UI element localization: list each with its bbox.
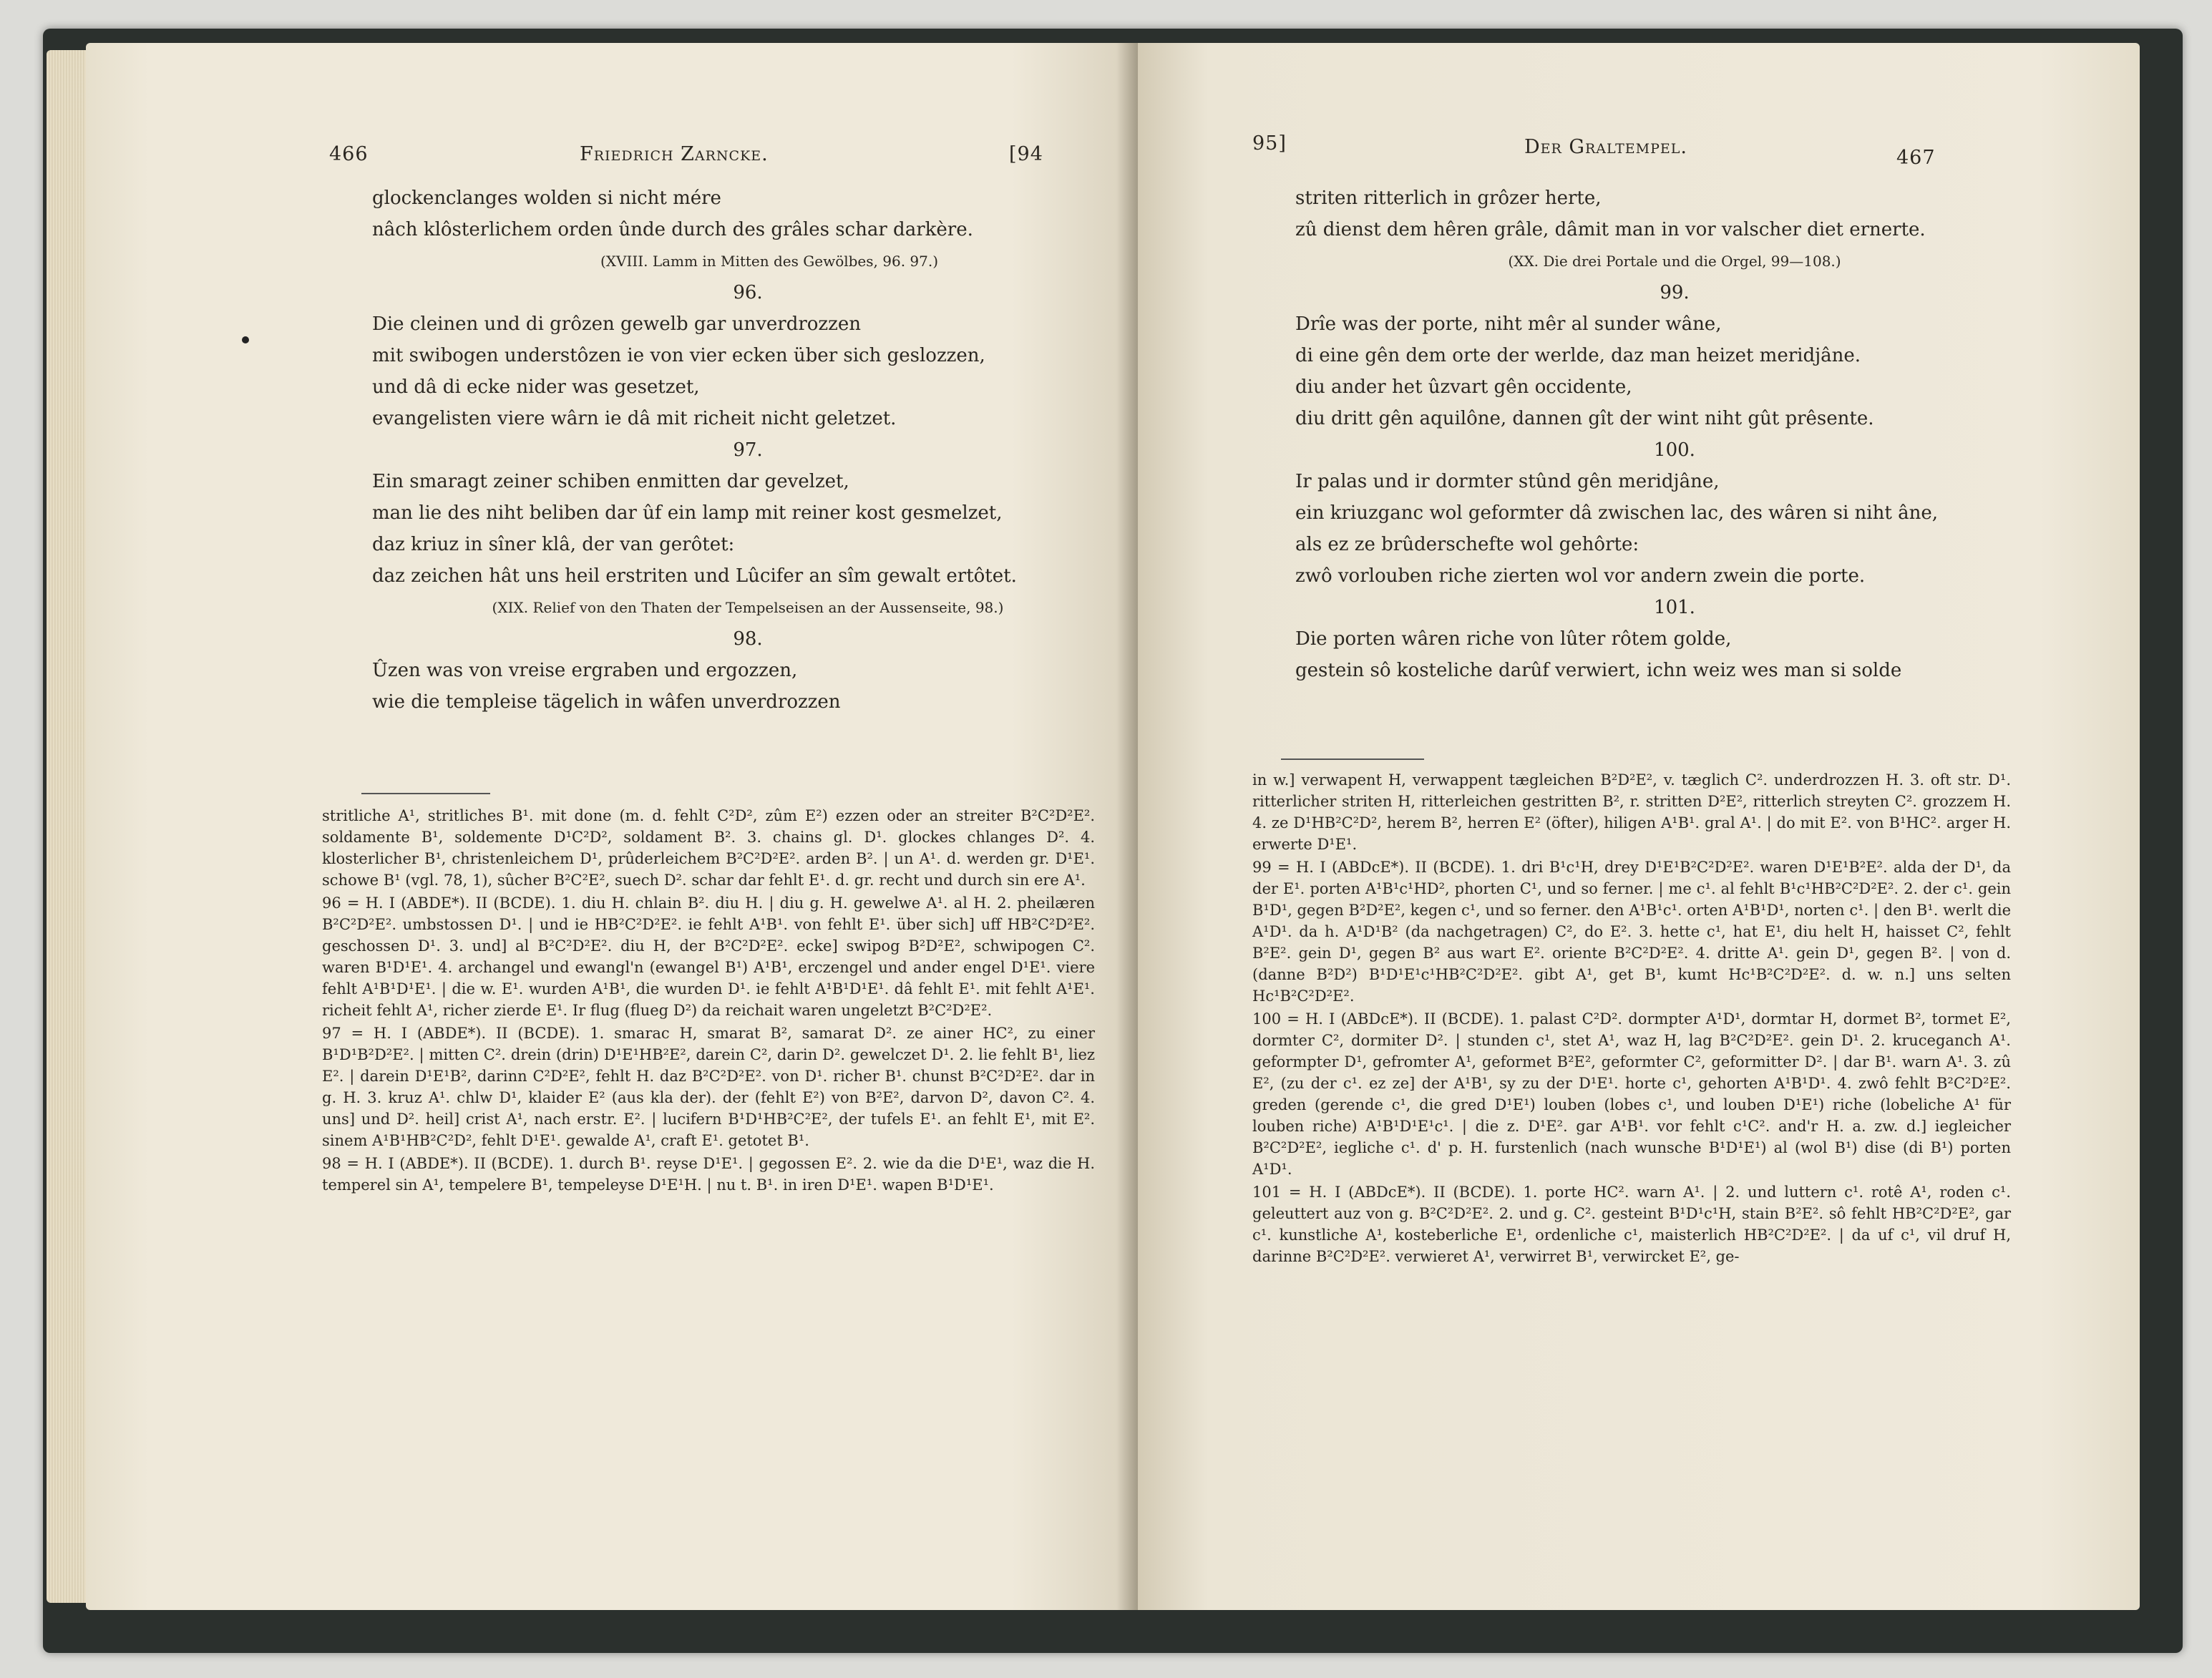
right-apparatus-notes [1252, 769, 2011, 1269]
section-caption: (XX. Die drei Portale und die Orgel, 99—108.) [1508, 253, 1841, 270]
left-apparatus-notes [322, 805, 1095, 1197]
apparatus-note: 99 = H. I (ABDcE*). II (BCDE). 1. dri B¹c¹H, drey D¹E¹B²C²D²E². waren D¹E¹B²E². alda der D¹, da der E¹. porten A¹B¹c¹HD², phorten C¹, und so ferner. | me c¹. al fehlt B¹c¹HB²C²D²E². 2. der c¹. gein B¹D¹, gegen B²D²E², kegen c¹, und so ferner. den A¹B¹c¹. orten A¹B¹D¹, norten c¹. | den B¹. werlt die A¹D¹. da h. A¹D¹B² (da nachgetragen) C², do E². 3. hette c¹, hat E¹, diu helt H, haisset C², fehlt B²E². gein D¹, gegen B² aus wart E². oriente B²C²D²E². 4. dritte A¹. gein D¹, gegen B². | von d. (danne B²D²) B¹D¹E¹c¹HB²C²D²E². gibt A¹, get B¹, kumt Hc¹B²C²D²E². d. w. n.] uns selten Hc¹B²C²D²E². [1252, 859, 2011, 1005]
right-page [1138, 43, 2140, 1610]
verse-line: nâch klôsterlichem orden ûnde durch des grâles schar darkère. [372, 219, 973, 240]
stanza-number: 98. [733, 628, 763, 650]
ink-spot [242, 336, 249, 343]
page-edges [47, 50, 89, 1603]
apparatus-note: 97 = H. I (ABDE*). II (BCDE). 1. smarac H, smarat B², samarat D². ze ainer HC², zu einer B¹D¹B²D²E². | mitten C². drein (drin) D¹E¹HB²E², darein C², darin D². gewelczet D¹. 2. lie fehlt B¹, liez E². | darein D¹E¹B², darinn C²D²E², fehlt H. daz B²C²D²E². von D¹. richer B¹. chunst B²C²D²E². dar in g. H. 3. kruz A¹. chlw D¹, klaider E² (aus kla der). der (fehlt E²) von B²E², darvon D², davon C². 4. uns] und D². heil] crist A¹, nach erstr. E². | lucifern B¹D¹HB²C²E², der tufels E¹. an fehlt E¹, mit E². sinem A¹B¹HB²C²D², fehlt D¹E¹. gewalde A¹, craft E¹. getotet B¹. [322, 1025, 1095, 1149]
verse-line: man lie des niht beliben dar ûf ein lamp mit reiner kost gesmelzet, [372, 502, 1003, 524]
verse-line: glockenclanges wolden si nicht mére [372, 187, 721, 209]
verse-line: Ein smaragt zeiner schiben enmitten dar gevelzet, [372, 471, 849, 492]
verse-line: striten ritterlich in grôzer herte, [1295, 187, 1602, 209]
verse-line: diu ander het ûzvart gên occidente, [1295, 376, 1632, 398]
apparatus-note: stritliche A¹, stritliches B¹. mit done (m. d. fehlt C²D², zûm E²) ezzen oder an streiter B²C²D²E². soldamente B¹, soldemente D¹C²D², soldament B². 3. chains gl. D¹. glockes chlanges D². 4. klosterlicher B¹, christenleichem D¹, prûderleichem B²C²D²E². arden B². | un A¹. d. werden gr. D¹E¹. schowe B¹ (vgl. 78, 1), sûcher B²C²E², suech D². schar dar fehlt E¹. d. gr. recht und durch sin ere A¹. [322, 807, 1095, 889]
verse-line: gestein sô kosteliche darûf verwiert, ichn weiz wes man si solde [1295, 660, 1902, 681]
stanza-number: 99. [1660, 282, 1690, 303]
verse-line: zû dienst dem hêren grâle, dâmit man in vor valscher diet ernerte. [1295, 219, 1926, 240]
left-page-number: 466 [329, 143, 369, 165]
stanza-number: 100. [1654, 439, 1695, 461]
apparatus-note: in w.] verwapent H, verwappent tægleichen B²D²E², v. tæglich C². underdrozzen H. 3. oft str. D¹. ritterlicher striten H, ritterleichen gestritten B², r. stritten D²E², ritterlich streyten C². grozzem H. 4. ze D¹HB²C²D², herem B², herren E² (öfter), hiligen A¹B¹. gral A¹. | do mit E². von B¹HC². arger H. erwerte D¹E¹. [1252, 771, 2011, 853]
section-caption: (XIX. Relief von den Thaten der Tempelseisen an der Aussenseite, 98.) [492, 599, 1004, 616]
apparatus-note: 101 = H. I (ABDcE*). II (BCDE). 1. porte HC². warn A¹. | 2. und luttern c¹. rotê A¹, roden c¹. geleuttert auz von g. B²C²D²E². 2. und g. C². gesteint B¹D¹c¹H, stain B²E². sô fehlt HB²C²D²E², gar c¹. kunstliche A¹, kosteberliche E¹, ordenliche c¹, maisterlich HB²C²D²E². | da uf c¹, vil druf H, darinne B²C²D²E². verwieret A¹, verwirret B¹, verwircket E², ge- [1252, 1184, 2011, 1265]
apparatus-note: 98 = H. I (ABDE*). II (BCDE). 1. durch B¹. reyse D¹E¹. | gegossen E². 2. wie da die D¹E¹, waz die H. temperel sin A¹, tempelere B¹, tempeleyse D¹E¹H. | nu t. B¹. in iren D¹E¹. wapen B¹D¹E¹. [322, 1155, 1095, 1194]
left-verse-block [372, 182, 1124, 718]
verse-line: zwô vorlouben riche zierten wol vor andern zwein die porte. [1295, 565, 1866, 587]
verse-line: evangelisten viere wârn ie dâ mit richeit nicht geletzet. [372, 408, 897, 429]
verse-line: daz kriuz in sîner klâ, der van gerôtet: [372, 534, 735, 555]
verse-line: wie die templeise tägelich in wâfen unverdrozzen [372, 691, 841, 713]
verse-line: mit swibogen understôzen ie von vier ecken über sich geslozzen, [372, 345, 985, 366]
left-running-head: Friedrich Zarncke. [580, 143, 769, 165]
left-bracket-number: [94 [1009, 143, 1043, 165]
apparatus-note: 96 = H. I (ABDE*). II (BCDE). 1. diu H. chlain B². diu H. | diu g. H. gewelwe A¹. al H. 2. pheilæren B²C²D²E². umbstossen D¹. | und ie HB²C²D²E². ie fehlt A¹B¹. von fehlt E¹. über sich] uff HB²C²D²E². geschossen D¹. 3. und] al B²C²D²E². diu H, der B²C²D²E². ecke] swipog B²D²E², schwipogen C². waren B¹D¹E¹. 4. archangel und ewangl'n (ewangel B¹) A¹B¹, erczengel und ander engel D¹E¹. viere fehlt A¹B¹D¹E¹. | die w. E¹. wurden A¹B¹, die wurden D¹. ie fehlt A¹B¹D¹E¹. dâ fehlt E¹. mit fehlt A¹E¹. richeit fehlt A¹, richer zierde E¹. Ir flug (flueg D²) da reichait waren ungeletzt B²C²D²E². [322, 894, 1095, 1019]
right-bracket-number: 95] [1252, 132, 1287, 155]
stanza-number: 96. [733, 282, 763, 303]
verse-line: Die porten wâren riche von lûter rôtem golde, [1295, 628, 1732, 650]
right-page-number: 467 [1896, 147, 1936, 169]
verse-line: di eine gên dem orte der werlde, daz man heizet meridjâne. [1295, 345, 1861, 366]
right-running-head: Der Graltempel. [1524, 136, 1687, 158]
verse-line: Ir palas und ir dormter stûnd gên meridjâne, [1295, 471, 1720, 492]
section-caption: (XVIII. Lamm in Mitten des Gewölbes, 96. 97.) [600, 253, 939, 270]
verse-line: daz zeichen hât uns heil erstriten und Lûcifer an sîm gewalt ertôtet. [372, 565, 1017, 587]
verse-line: ein kriuzganc wol geformter dâ zwischen lac, des wâren si niht âne, [1295, 502, 1938, 524]
stanza-number: 97. [733, 439, 763, 461]
verse-line: und dâ di ecke nider was gesetzet, [372, 376, 700, 398]
verse-line: diu dritt gên aquilône, dannen gît der wint niht gût prêsente. [1295, 408, 1874, 429]
left-page [86, 43, 1138, 1610]
verse-line: Die cleinen und di grôzen gewelb gar unverdrozzen [372, 313, 861, 335]
verse-line: als ez ze brûderschefte wol gehôrte: [1295, 534, 1639, 555]
footnote-rule [1281, 758, 1424, 760]
verse-line: Ûzen was von vreise ergraben und ergozzen, [372, 660, 798, 681]
right-verse-block [1295, 182, 2054, 686]
footnote-rule [361, 793, 490, 794]
apparatus-note: 100 = H. I (ABDcE*). II (BCDE). 1. palast C²D². dormpter A¹D¹, dormtar H, dormet B², tormet E², dormter C², dormiter D². | stunden c¹, stet A¹, waz H, lag B²C²D²E². gein D¹. 2. kruceganch A¹. geformpter D¹, gefromter A¹, geformet B²E², geformter C², geformitter D². | dar B¹. warn A¹. 3. zû E², (zu der c¹. ez ze] der A¹B¹, sy zu der D¹E¹. horte c¹, gehorten A¹B¹D¹. 4. zwô fehlt B²C²D²E². greden (gerende c¹, die gred D¹E¹) louben (lobes c¹, und louben D¹E¹) riche (lobeliche A¹ für louben riche) A¹B¹D¹E¹c¹. | die z. D¹E². gar A¹B¹. vor fehlt c¹C². and'r H. a. zw. d.] iegleicher B²C²D²E², iegliche c¹. d' p. H. furstenlich (nach wunsche B¹D¹E¹) al (wol B¹) dise (di B¹) porten A¹D¹. [1252, 1010, 2011, 1178]
verse-line: Drîe was der porte, niht mêr al sunder wâne, [1295, 313, 1722, 335]
stanza-number: 101. [1654, 597, 1695, 618]
